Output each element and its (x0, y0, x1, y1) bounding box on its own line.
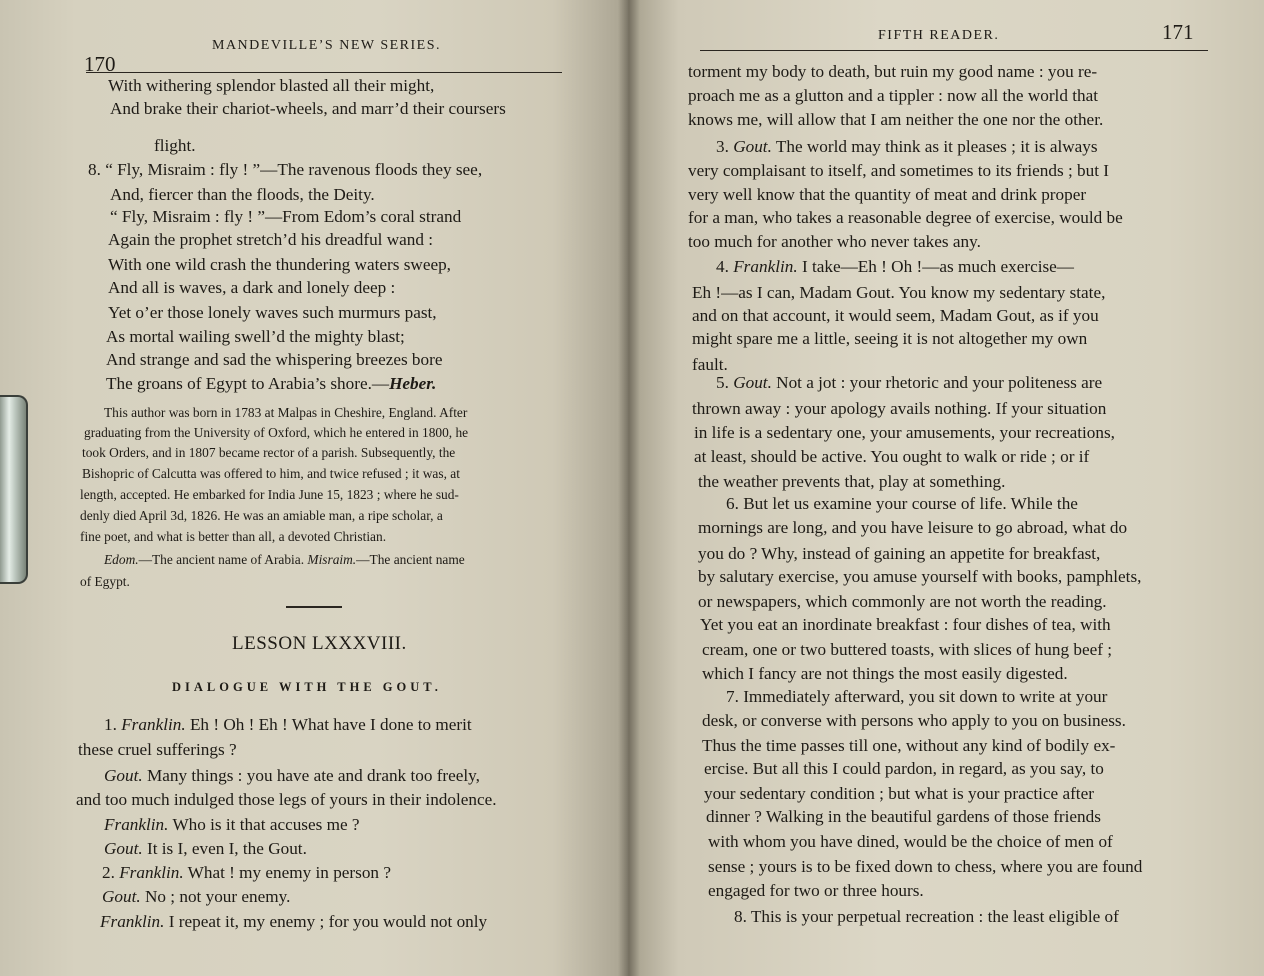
line-text: Thus the time passes till one, without any kind of bodily ex- (702, 736, 1116, 755)
text-line (698, 592, 1107, 612)
poem-line-text: The groans of Egypt to Arabia’s shore.— (106, 374, 390, 393)
speaker-name: Franklin. (104, 815, 169, 834)
line-text: and on that account, it would seem, Madam Gout, as if you (692, 306, 1099, 325)
text-line (698, 472, 1005, 492)
text-line (702, 711, 1126, 731)
text-line (702, 736, 1115, 756)
book-gutter (618, 0, 640, 976)
gloss-term: Misraim. (307, 552, 357, 567)
lesson-subtitle: DIALOGUE WITH THE GOUT. (172, 680, 442, 694)
line-text: desk, or converse with persons who apply to you on business. (702, 711, 1126, 730)
text-line (692, 399, 1106, 419)
line-text: might spare me a little, seeing it is not altogether my own (692, 329, 1088, 348)
speaker-name: Gout. (733, 137, 772, 156)
gloss-definition: —The ancient name of Arabia. (138, 552, 305, 567)
line-text: sense ; yours is to be fixed down to chess, where you are found (708, 857, 1143, 876)
speaker-name: Franklin. (119, 863, 184, 882)
dialogue-text: It is I, even I, the Gout. (142, 839, 307, 858)
dialogue-line (104, 766, 480, 786)
poem-line: As mortal wailing swell’d the mighty blast; (106, 327, 405, 346)
note-line: This author was born in 1783 at Malpas in Cheshire, England. After (104, 405, 468, 420)
note-line: Bishopric of Calcutta was offered to him, and twice refused ; it was, at (82, 466, 460, 481)
page-number-left: 170 (84, 52, 116, 76)
poem-line: flight. (154, 136, 196, 155)
text-line (726, 494, 1078, 514)
line-text: knows me, will allow that I am neither the one nor the other. (688, 110, 1104, 129)
line-text: Not a jot : your rhetoric and your politeness are (771, 373, 1103, 392)
line-text: or newspapers, which commonly are not worth the reading. (698, 592, 1107, 611)
line-text: 4. (716, 257, 734, 276)
line-text: fault. (692, 355, 728, 374)
speaker-name: Franklin. (121, 715, 186, 734)
text-line (704, 784, 1094, 804)
text-line (708, 832, 1113, 852)
line-text: I take—Eh ! Oh !—as much exercise— (797, 257, 1074, 276)
line-text: too much for another who never takes any. (688, 232, 981, 251)
left-page (0, 0, 628, 976)
line-text: dinner ? Walking in the beautiful gardens of those friends (706, 807, 1101, 826)
line-text: you do ? Why, instead of gaining an appetite for breakfast, (698, 544, 1101, 563)
text-line (692, 355, 728, 375)
dialogue-text: Many things : you have ate and drank too freely, (142, 766, 480, 785)
poem-line: “ Fly, Misraim : fly ! ”—From Edom’s coral strand (110, 207, 462, 226)
dialogue-line (104, 839, 307, 859)
poem-line: And, fiercer than the floods, the Deity. (110, 185, 375, 204)
text-line (694, 423, 1115, 443)
line-text: proach me as a glutton and a tippler : now all the world that (688, 86, 1098, 105)
text-line (692, 306, 1099, 326)
note-line: denly died April 3d, 1826. He was an amiable man, a ripe scholar, a (80, 508, 443, 523)
line-text: your sedentary condition ; but what is your practice after (704, 784, 1094, 803)
poem-line: With one wild crash the thundering waters sweep, (108, 255, 451, 274)
header-rule-left (86, 72, 562, 73)
line-text: engaged for two or three hours. (708, 881, 924, 900)
line-text: very complaisant to itself, and sometimes to its friends ; but I (688, 161, 1110, 180)
gloss-line (104, 552, 465, 568)
text-line (688, 232, 981, 252)
dialogue-line: and too much indulged those legs of yours in their indolence. (76, 790, 497, 809)
line-text: Eh !—as I can, Madam Gout. You know my sedentary state, (692, 283, 1106, 302)
dialogue-line (104, 815, 360, 835)
line-text: cream, one or two buttered toasts, with slices of hung beef ; (702, 640, 1112, 659)
poem-line: Again the prophet stretch’d his dreadful wand : (108, 230, 434, 249)
line-text: for a man, who takes a reasonable degree of exercise, would be (688, 208, 1123, 227)
line-text: ercise. But all this I could pardon, in regard, as you say, to (704, 759, 1104, 778)
text-line (688, 110, 1103, 130)
right-page (628, 0, 1264, 976)
speaker-name: Gout. (104, 839, 143, 858)
text-line (698, 544, 1100, 564)
text-line (700, 615, 1111, 635)
line-text: at least, should be active. You ought to walk or ride ; or if (694, 447, 1090, 466)
gloss-definition: —The ancient name (356, 552, 465, 567)
text-line (688, 161, 1109, 181)
line-text: thrown away : your apology avails nothing. If your situation (692, 399, 1107, 418)
line-text: in life is a sedentary one, your amusements, your recreations, (694, 423, 1115, 442)
line-text: by salutary exercise, you amuse yourself with books, pamphlets, (698, 567, 1142, 586)
poem-line: And strange and sad the whispering breezes bore (106, 350, 443, 369)
text-line (694, 447, 1089, 467)
dialogue-text: What ! my enemy in person ? (183, 863, 391, 882)
gloss-term: Edom. (104, 552, 139, 567)
dialogue-text: Eh ! Oh ! Eh ! What have I done to merit (185, 715, 472, 734)
header-rule-right (700, 50, 1208, 51)
text-line (734, 907, 1119, 927)
note-line: fine poet, and what is better than all, a devoted Christian. (80, 529, 387, 544)
poem-line: And all is waves, a dark and lonely deep : (108, 278, 396, 297)
text-line (716, 373, 1102, 393)
text-line (704, 759, 1104, 779)
paragraph-number: 2. (102, 863, 120, 882)
dialogue-line (104, 715, 472, 735)
text-line (692, 283, 1105, 303)
dialogue-line (102, 863, 391, 883)
speaker-name: Gout. (102, 887, 141, 906)
speaker-name: Gout. (104, 766, 143, 785)
poem-line: With withering splendor blasted all their might, (108, 76, 435, 95)
text-line (702, 664, 1068, 684)
line-text: 6. But let us examine your course of life. While the (726, 494, 1078, 513)
line-text: the weather prevents that, play at something. (698, 472, 1006, 491)
line-text: The world may think as it pleases ; it is always (771, 137, 1098, 156)
line-text: with whom you have dined, would be the choice of men of (708, 832, 1113, 851)
dialogue-line (102, 887, 290, 907)
dialogue-text: I repeat it, my enemy ; for you would not only (164, 912, 488, 931)
poem-line: And brake their chariot-wheels, and marr’d their coursers (110, 99, 506, 118)
text-line (726, 687, 1107, 707)
running-title-right: FIFTH READER. (878, 28, 1000, 43)
dialogue-line (100, 912, 487, 932)
speaker-name: Gout. (733, 373, 772, 392)
line-text: 7. Immediately afterward, you sit down to write at your (726, 687, 1108, 706)
text-line (706, 807, 1101, 827)
text-line (688, 185, 1086, 205)
note-line: graduating from the University of Oxford, which he entered in 1800, he (84, 425, 469, 440)
text-line (702, 640, 1112, 660)
lesson-title: LESSON LXXXVIII. (232, 633, 407, 654)
text-line (688, 86, 1098, 106)
text-line (716, 137, 1098, 157)
speaker-name: Franklin. (733, 257, 798, 276)
text-line (698, 518, 1127, 538)
text-line (698, 567, 1141, 587)
line-text: 5. (716, 373, 734, 392)
text-line (688, 62, 1097, 82)
line-text: 8. This is your perpetual recreation : the least eligible of (734, 907, 1119, 926)
line-text: Yet you eat an inordinate breakfast : four dishes of tea, with (700, 615, 1111, 634)
line-text: 3. (716, 137, 734, 156)
line-text: torment my body to death, but ruin my good name : you re- (688, 62, 1098, 81)
text-line (708, 881, 924, 901)
text-line (692, 329, 1087, 349)
text-line (688, 208, 1123, 228)
author-name: Heber. (389, 374, 437, 393)
text-line (708, 857, 1142, 877)
poem-line: 8. “ Fly, Misraim : fly ! ”—The ravenous floods they see, (88, 160, 483, 179)
text-line (716, 257, 1074, 277)
poem-line (106, 374, 436, 394)
poem-line: Yet o’er those lonely waves such murmurs past, (108, 303, 437, 322)
gloss-line: of Egypt. (80, 574, 130, 589)
dialogue-text: Who is it that accuses me ? (168, 815, 360, 834)
paragraph-number: 1. (104, 715, 122, 734)
note-line: length, accepted. He embarked for India June 15, 1823 ; where he sud- (80, 487, 459, 502)
line-text: which I fancy are not things the most easily digested. (702, 664, 1068, 683)
dialogue-text: No ; not your enemy. (140, 887, 291, 906)
line-text: mornings are long, and you have leisure to go abroad, what do (698, 518, 1128, 537)
note-line: took Orders, and in 1807 became rector of a parish. Subsequently, the (82, 445, 456, 460)
page-clip (0, 395, 28, 584)
speaker-name: Franklin. (100, 912, 165, 931)
running-title-left: MANDEVILLE’S NEW SERIES. (212, 38, 442, 53)
dialogue-line: these cruel sufferings ? (78, 740, 237, 759)
page-number-right: 171 (1162, 20, 1194, 44)
section-divider (286, 606, 342, 608)
line-text: very well know that the quantity of meat and drink proper (688, 185, 1087, 204)
